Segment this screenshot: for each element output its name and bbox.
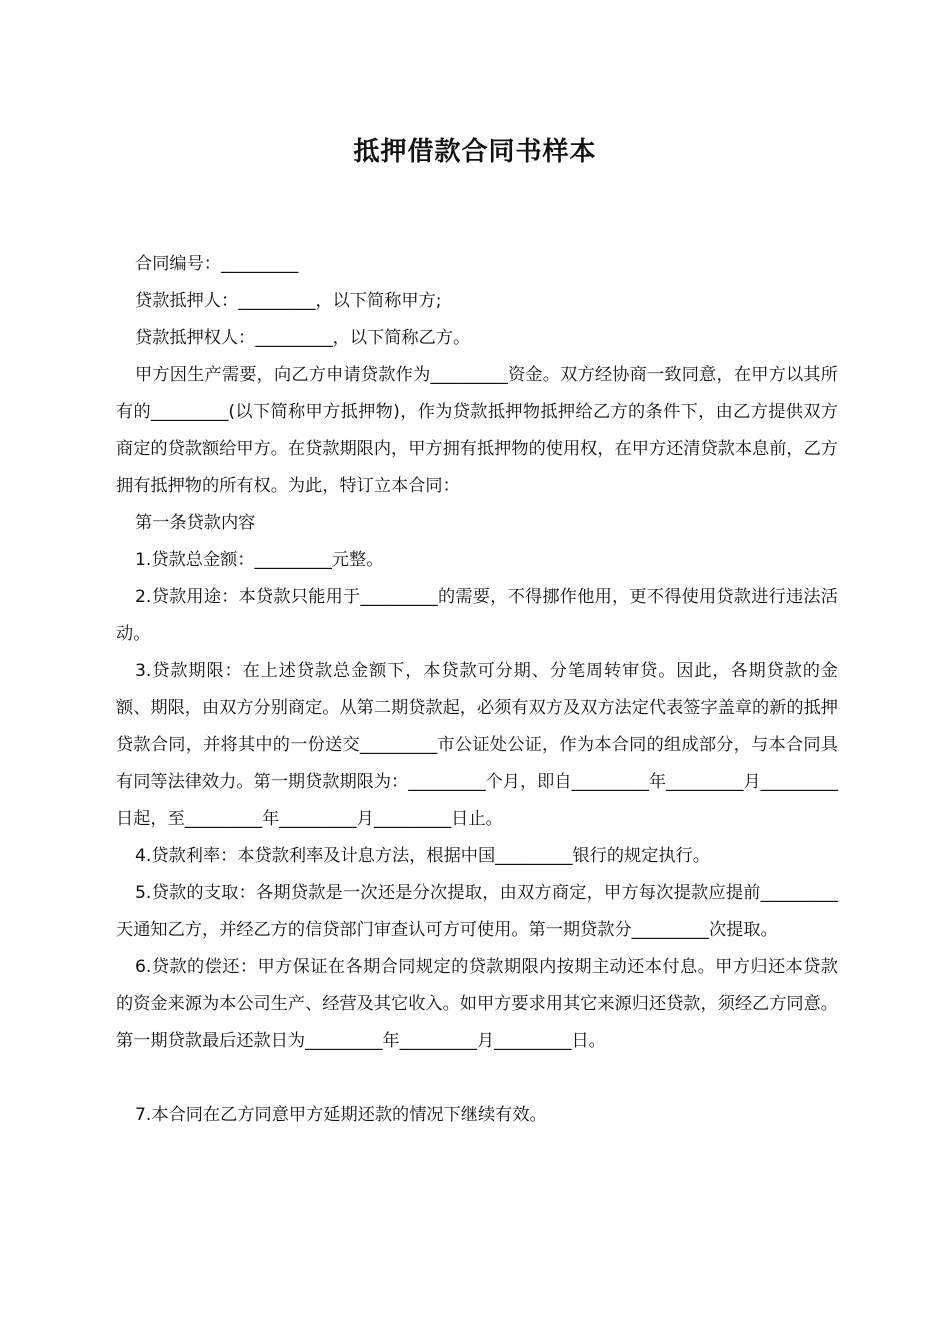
clause-withdrawal: 5.贷款的支取：各期贷款是一次还是分次提取，由双方商定，甲方每次提款应提前_________天通知乙方，并经乙方的信贷部门审查认可方可使用。第一期贷款分_________次提取。 <box>116 883 838 940</box>
mortgagor-line: 贷款抵押人：_________，以下简称甲方; <box>135 291 442 311</box>
article-one-heading: 第一条贷款内容 <box>135 513 256 533</box>
document-body <box>116 246 838 1134</box>
clause-extension: 7.本合同在乙方同意甲方延期还款的情况下继续有效。 <box>135 1105 547 1125</box>
clause-repayment: 6.贷款的偿还：甲方保证在各期合同规定的贷款期限内按期主动还本付息。甲方归还本贷款的资金来源为本公司生产、经营及其它收入。如甲方要求用其它来源归还贷款，须经乙方同意。第一期贷款最后还款日为_________年_________月_________日。 <box>116 957 838 1051</box>
document-title: 抵押借款合同书样本 <box>353 137 597 167</box>
clause-loan-purpose: 2.贷款用途：本贷款只能用于_________的需要，不得挪作他用，更不得使用贷款进行违法活动。 <box>116 587 838 644</box>
contract-number-line: 合同编号：_________ <box>135 254 299 274</box>
preamble-paragraph: 甲方因生产需要，向乙方申请贷款作为_________资金。双方经协商一致同意，在甲方以其所有的_________(以下简称甲方抵押物)，作为贷款抵押物抵押给乙方的条件下，由乙方提供双方商定的贷款额给甲方。在贷款期限内，甲方拥有抵押物的使用权，在甲方还清贷款本息前，乙方拥有抵押物的所有权。为此，特订立本合同： <box>116 365 838 496</box>
clause-loan-term: 3.贷款期限：在上述贷款总金额下，本贷款可分期、分笔周转审贷。因此，各期贷款的金额、期限，由双方分别商定。从第二期贷款起，必须有双方及双方法定代表签字盖章的新的抵押贷款合同，并将其中的一份送交_________市公证处公证，作为本合同的组成部分，与本合同具有同等法律效力。第一期贷款期限为：_________个月，即自_________年_________月_________日起，至_________年_________月_________日止。 <box>116 661 838 829</box>
clause-interest-rate: 4.贷款利率：本贷款利率及计息方法，根据中国_________银行的规定执行。 <box>135 846 710 866</box>
clause-loan-amount: 1.贷款总金额：_________元整。 <box>135 550 384 570</box>
mortgagee-line: 贷款抵押权人：_________，以下简称乙方。 <box>135 328 471 348</box>
